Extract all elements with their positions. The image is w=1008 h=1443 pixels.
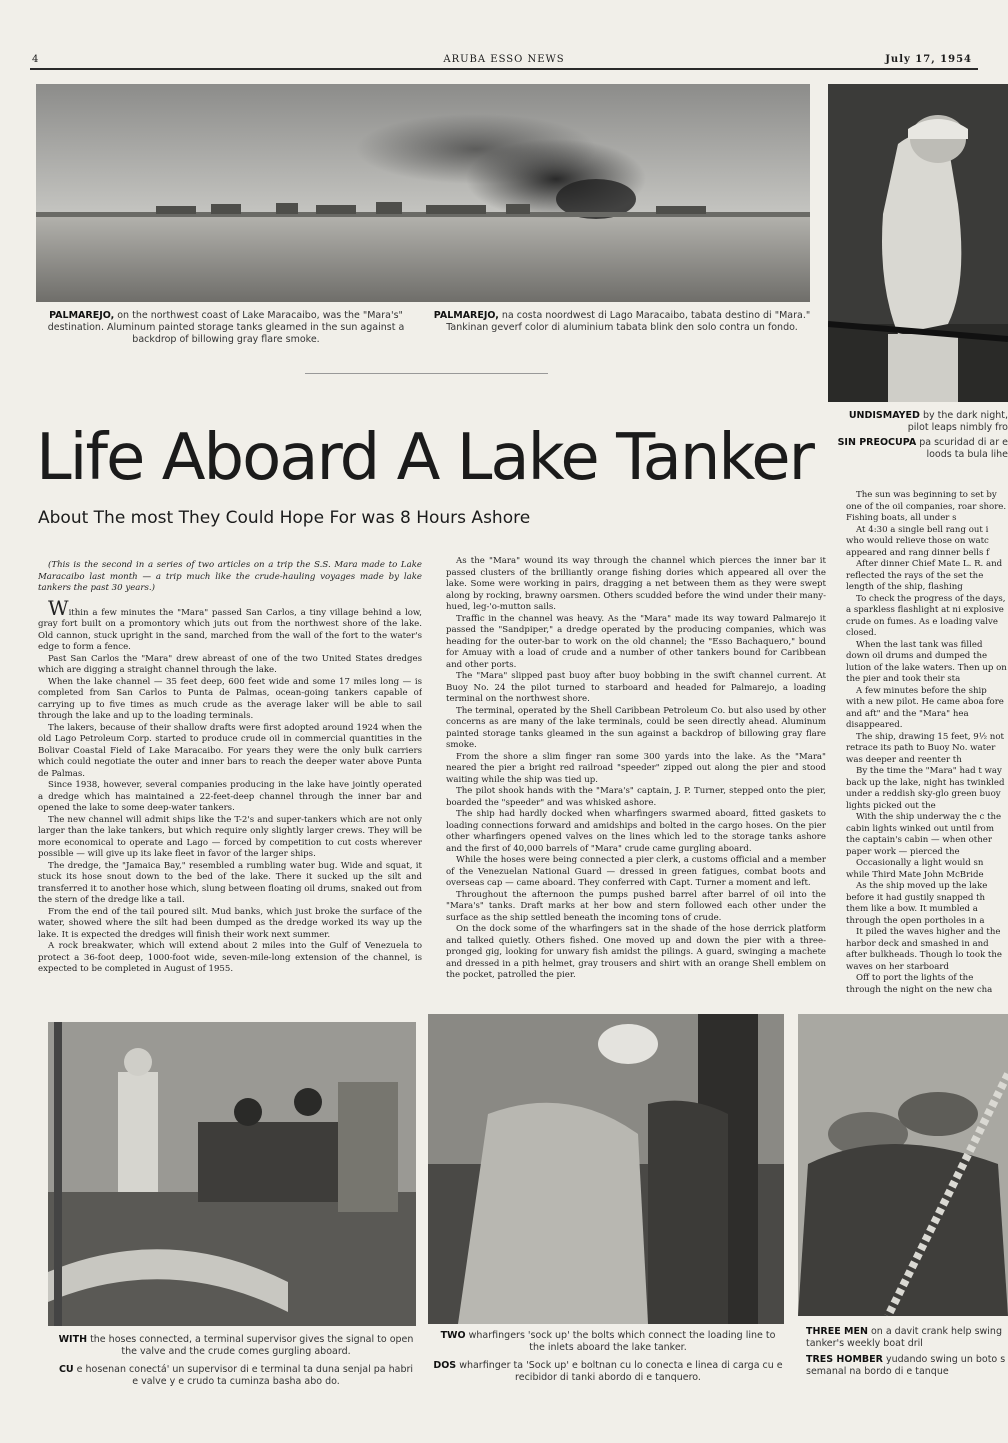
palmarejo-photo xyxy=(36,84,810,302)
palmarejo-caption-papiamento xyxy=(432,310,812,334)
paragraph: Traffic in the channel was heavy. As the "Mara" made its way toward Palmarejo it passed the "Sandpiper," a dredge operated by the producing companies, which was heading for the outer-bar to work on the old channel; the "Esso Bachaquero," bound for Amuay with a load of crude and a number of other tankers bound for Caribbean and other ports. xyxy=(446,613,826,670)
caption-text: wharfinger ta 'Sock up' e boltnan cu lo conecta e linea di carga cu e recibidor di tanki abordo di e tanquero. xyxy=(459,1360,783,1383)
article-intro: (This is the second in a series of two articles on a trip the S.S. Mara made to Lake Maracaibo last month — a trip much like the crude-hauling voyages made by lake tankers the past 30 years.) xyxy=(38,560,422,593)
headline: Life Aboard A Lake Tanker xyxy=(36,421,813,495)
subheadline: About The most They Could Hope For was 8 Hours Ashore xyxy=(38,508,531,528)
paragraph: After dinner Chief Mate L. R. and reflected the rays of the set the length of the ship, flashing xyxy=(846,559,1003,592)
paragraph: At 4:30 a single bell rang out i who would relieve those on watc appeared and rang dinner bells f xyxy=(846,524,990,558)
paragraph: Within a few minutes the "Mara" passed San Carlos, a tiny village behind a low, gray fort built on a promontory which juts out from the northwest shore of the lake. Old cannon, stuck upright in the sand, marched from the wall of the fort to the water's edge to form a fence. xyxy=(38,595,422,652)
wharfingers-caption-papiamento xyxy=(432,1360,784,1384)
paragraph: From the shore a slim finger ran some 300 yards into the lake. As the "Mara" neared the pier a bright red railroad "speeder" zipped out along the pier and stood waiting while the ship was tied up. xyxy=(446,751,826,785)
paragraph: By the time the "Mara" had t way back up the lake, night has twinkled under a reddish sky-glo green buoy lights picked out the xyxy=(846,766,1005,811)
caption-lead: WITH xyxy=(58,1334,88,1345)
wharfingers-photo-image xyxy=(428,1014,784,1324)
caption-text: the hoses connected, a terminal supervisor gives the signal to open the valve and the crude comes gurgling aboard. xyxy=(90,1334,414,1357)
paragraph: Throughout the afternoon the pumps pushed barrel after barrel of oil into the "Mara's" tanks. Draft marks at her bow and stern followed each other under the surface as the ship settled beneath the incoming tons of crude. xyxy=(446,889,826,923)
davit-caption-papiamento xyxy=(806,1354,1008,1380)
paragraph: As the ship moved up the lake before it had gustily snapped th them like a bow. It mumbled a through the open portholes in a xyxy=(846,881,988,926)
terminal-supervisor-photo-image xyxy=(48,1022,416,1326)
pilot-photo xyxy=(828,84,1008,402)
caption-lead: TWO xyxy=(440,1330,466,1341)
paragraph: While the hoses were being connected a pier clerk, a customs official and a member of the Venezuelan National Guard — dressed in green fatigues, combat boots and overseas cap — came aboard. They conferred with Capt. Turner a moment and left. xyxy=(446,855,826,888)
paragraph: Since 1938, however, several companies producing in the lake have jointly operated a dredge which has maintained a 22-feet-deep channel through the inner bar and opened the lake to some deep-water tankers. xyxy=(38,780,422,813)
paragraph: The dredge, the "Jamaica Bay," resembled a rumbling water bug. Wide and squat, it stuck its hose snout down to the bed of the lake. There it sucked up the silt and transferred it to another hose which, slung between floating oil drums, snaked out from the stern of the dredge like a tail. xyxy=(38,860,422,905)
davit-crank-photo xyxy=(798,1014,1008,1316)
pilot-caption-english xyxy=(836,410,1008,434)
caption-text: na costa noordwest di Lago Maracaibo, tabata destino di "Mara." Tankinan geverf color di aluminium tabata blink den solo contra un fondo. xyxy=(446,310,811,333)
caption-text: on a davit crank help swing tanker's weekly boat dril xyxy=(806,1326,1002,1349)
caption-text: on the northwest coast of Lake Maracaibo, was the "Mara's" destination. Aluminum painted storage tanks gleamed in the sun against a backdrop of billowing gray flare smoke. xyxy=(47,310,405,345)
pilot-caption-papiamento xyxy=(836,437,1008,461)
paragraph: The pilot shook hands with the "Mara's" captain, J. P. Turner, stepped onto the pier, boarded the "speeder" and was whisked ashore. xyxy=(446,786,826,808)
paragraph: It piled the waves higher and the harbor deck and smashed in and after bulkheads. Though lo took the waves on her starboard xyxy=(846,927,1003,972)
paragraph: To check the progress of the days, a sparkless flashlight at ni explosive crude on fumes. As e loading valve closed. xyxy=(846,593,1006,638)
caption-lead: THREE MEN xyxy=(806,1326,868,1337)
terminal-supervisor-caption-papiamento xyxy=(58,1364,414,1388)
paragraph: The ship had hardly docked when wharfingers swarmed aboard, fitted gaskets to loading connections forward and amidships and bolted in the cargo hoses. On the pier other wharfingers opened valves on the lines which led to the storage tanks ashore and the first of 40,000 barrels of "Mara" crude came gurgling aboard. xyxy=(446,809,826,854)
paragraph: Occasionally a light would sn while Third Mate John McBride xyxy=(846,858,984,880)
caption-lead: CU xyxy=(58,1364,74,1375)
pilot-photo-image xyxy=(828,84,1008,402)
caption-text: pa scuridad di ar e loods ta bula lihe xyxy=(919,437,1008,460)
paragraph: The terminal, operated by the Shell Caribbean Petroleum Co. but also used by other concerns as are many of the lake terminals, could be seen directly ahead. Aluminum painted storage tanks gleamed in the sun against a backdrop of billowing gray flare smoke. xyxy=(446,705,826,750)
paragraph: With the ship underway the c the cabin lights winked out until from the captain's cabin — when other paper work — pierced the xyxy=(846,812,1002,857)
wharfingers-caption-english xyxy=(432,1330,784,1354)
paragraph: Past San Carlos the "Mara" drew abreast of one of the two United States dredges which are digging a straight channel through the lake. xyxy=(38,653,422,675)
paragraph: The lakers, because of their shallow drafts were first adopted around 1924 when the old Lago Petroleum Corp. started to produce crude oil in commercial quantities in the Bolivar Coastal Field of Lake Maracaibo. For years they were the only bulk carriers which could negotiate the outer and inner bars to reach the deeper water above Punta de Palmas. xyxy=(38,722,422,779)
paragraph: When the lake channel — 35 feet deep, 600 feet wide and some 17 miles long — is completed from San Carlos to Punta de Palmas, ocean-going tankers capable of carrying up to five times as much crude as the average laker will be able to sail through the lake and up to the loading terminals. xyxy=(38,676,422,721)
section-divider xyxy=(305,373,548,374)
paragraph: A rock breakwater, which will extend about 2 miles into the Gulf of Venezuela to protect a 36-foot deep, 1000-foot wide, seven-mile-long extension of the channel, is expected to be completed in August of 1955. xyxy=(38,941,422,974)
paragraph: The ship, drawing 15 feet, 9½ not retrace its path to Buoy No. water was deeper and reenter th xyxy=(846,731,1004,765)
paragraph: The sun was beginning to set by one of the oil companies, roar shore. Fishing boats, all under s xyxy=(846,490,1007,523)
paragraph: On the dock some of the wharfingers sat in the shade of the hose derrick platform and talked quietly. Others fished. One moved up and down the pier with a three-pronged gig, looking for unwary fish amidst the pilings. A guard, swinging a machete and dressed in a pith helmet, gray trousers and shirt with an orange Shell emblem on the pocket, patrolled the pier. xyxy=(446,924,826,980)
caption-text: e hosenan conectá' un supervisor di e terminal ta duna senjal pa habri e valve y e crudo ta cuminza basha abo do. xyxy=(76,1364,414,1387)
article-column-2 xyxy=(446,556,826,1011)
caption-lead: TRES HOMBER xyxy=(806,1354,883,1365)
caption-text: yudando swing un boto s semanal na bordo di e tanque xyxy=(806,1354,1006,1377)
caption-text: by the dark night, pilot leaps nimbly fro xyxy=(907,410,1008,433)
page-number: 4 xyxy=(32,54,40,65)
palmarejo-photo-image xyxy=(36,84,810,302)
caption-lead: PALMAREJO, xyxy=(49,310,115,321)
caption-lead: DOS xyxy=(433,1360,457,1371)
palmarejo-caption-english xyxy=(36,310,416,346)
davit-caption-english xyxy=(806,1326,1008,1352)
caption-lead: UNDISMAYED xyxy=(848,410,920,421)
paragraph: The new channel will admit ships like the T-2's and super-tankers which are not only larger than the lake tankers, but which require only slightly larger crews. They will be more economical to operate and Lago — forced by competition to cut costs wherever possible — will give up its lake fleet in favor of the larger ships. xyxy=(38,814,422,859)
caption-lead: SIN PREOCUPA xyxy=(837,437,917,448)
masthead-rule xyxy=(30,68,978,70)
issue-date: July 17, 1954 xyxy=(885,54,972,65)
masthead xyxy=(30,52,978,68)
terminal-supervisor-photo xyxy=(48,1022,416,1326)
paragraph: The "Mara" slipped past buoy after buoy bobbing in the swift channel current. At Buoy No. 24 the pilot turned to starboard and headed for Palmarejo, a loading terminal on the northwest shore. xyxy=(446,671,826,704)
paragraph: From the end of the tail poured silt. Mud banks, which just broke the surface of the water, showed where the silt had been dumped as the dredge worked its way up the lake. It is expected the dredges will finish their work next summer. xyxy=(38,906,422,940)
caption-text: wharfingers 'sock up' the bolts which connect the loading line to the inlets aboard the lake tanker. xyxy=(468,1330,776,1353)
paragraph: Off to port the lights of the through the night on the new cha xyxy=(846,973,993,995)
caption-lead: PALMAREJO, xyxy=(433,310,499,321)
davit-crank-photo-image xyxy=(798,1014,1008,1316)
paragraph: A few minutes before the ship with a new pilot. He came aboa fore and aft" and the "Mara" hea disappeared. xyxy=(846,685,1004,730)
terminal-supervisor-caption-english xyxy=(58,1334,414,1358)
paragraph: When the last tank was filled down oil drums and dumped the lution of the lake waters. Then up on the pier and took their sta xyxy=(846,639,1007,684)
wharfingers-photo xyxy=(428,1014,784,1324)
article-column-3 xyxy=(846,490,1008,1002)
article-column-1 xyxy=(38,560,422,1020)
paragraph: As the "Mara" wound its way through the channel which pierces the inner bar it passed clusters of the brilliantly orange fishing dories which appeared all over the lake. Some were working in pairs, dragging a net between them as they were swept along by rocking, brawny oarsmen. Others scudded before the wind under their many-hued, leg-'o-mutton sails. xyxy=(446,556,826,612)
newspaper-name: ARUBA ESSO NEWS xyxy=(443,54,565,65)
